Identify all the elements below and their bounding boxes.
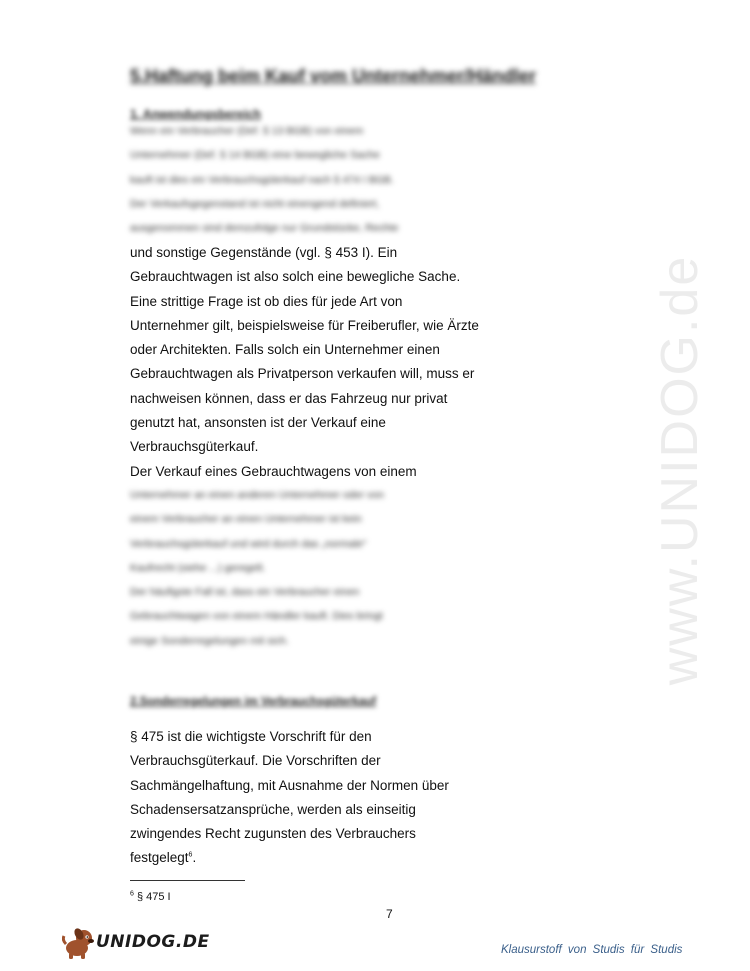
text-line: einem Verbraucher an einen Unternehmer ist kein xyxy=(130,513,362,526)
section-1-body xyxy=(130,241,500,484)
section-2-body xyxy=(130,725,500,871)
page-title: 5.Haftung beim Kauf vom Unternehmer/Händler xyxy=(130,66,537,86)
text-line: zwingendes Recht zugunsten des Verbrauchers xyxy=(130,826,416,842)
text-line: Unternehmer (Def. § 14 BGB) eine bewegliche Sache xyxy=(130,149,380,162)
text-line: Wenn ein Verbraucher (Def. § 13 BGB) von einem xyxy=(130,125,364,137)
text-line: Verbrauchsgüterkauf und wird durch das „normale“ xyxy=(130,537,367,550)
tagline: Klausurstoff von Studis für Studis xyxy=(501,944,683,956)
text-line: Der häufigste Fall ist, dass ein Verbraucher einen xyxy=(130,586,360,599)
section-1-heading: 1. Anwendungsbereich xyxy=(130,107,261,121)
text-line: Eine strittige Frage ist ob dies für jede Art von xyxy=(130,293,403,309)
text-line: nachweisen können, dass er das Fahrzeug nur privat xyxy=(130,390,448,406)
section-1-blurred-bottom xyxy=(130,483,500,653)
text-line: Gebrauchtwagen von einem Händler kauft. Dies bringt xyxy=(130,610,383,623)
text-line: Verbrauchsgüterkauf. xyxy=(130,439,259,455)
watermark: www.UNIDOG.de xyxy=(651,254,709,686)
text-line: Der Verkaufsgegenstand ist nicht einengend definiert, xyxy=(130,197,380,210)
text-line: § 475 ist die wichtigste Vorschrift für den xyxy=(130,729,372,744)
text-line: Unternehmer an einen anderen Unternehmer oder von xyxy=(130,489,384,501)
text-line: Sachmängelhaftung, mit Ausnahme der Normen über xyxy=(130,777,449,793)
text-line: oder Architekten. Falls solch ein Unternehmer einen xyxy=(130,342,440,358)
footnote-marker: 6 xyxy=(130,890,134,898)
footnote-divider xyxy=(130,880,245,881)
logo-text: UNIDOG.DE xyxy=(96,932,210,952)
text-line: Gebrauchtwagen als Privatperson verkaufen will, muss er xyxy=(130,366,475,382)
text-line: genutzt hat, ansonsten ist der Verkauf eine xyxy=(130,415,386,431)
text-line: Schadensersatzansprüche, werden als einseitig xyxy=(130,801,416,817)
section-1-blurred-top xyxy=(130,119,500,240)
text-line: kauft ist dies ein Verbrauchsgüterkauf nach § 474 I BGB. xyxy=(130,173,394,186)
period: . xyxy=(192,850,197,866)
unidog-logo[interactable] xyxy=(62,926,210,960)
text-line-last xyxy=(130,846,500,870)
page-number: 7 xyxy=(386,907,393,921)
text-line: Unternehmer gilt, beispielsweise für Freiberufler, wie Ärzte xyxy=(130,317,479,333)
text-line: Verbrauchsgüterkauf. Die Vorschriften der xyxy=(130,753,381,769)
footnote-text: § 475 I xyxy=(133,891,171,903)
footnote-reference[interactable]: 6 xyxy=(188,851,193,859)
text-line: und sonstige Gegenstände (vgl. § 453 I). Ein xyxy=(130,245,398,260)
text-line: Kaufrecht (siehe ...) geregelt. xyxy=(130,561,266,574)
section-2-heading: 2.Sonderregelungen im Verbrauchsgüterkauf xyxy=(130,696,377,708)
text-line: Der Verkauf eines Gebrauchtwagens von einem xyxy=(130,463,417,479)
footnote xyxy=(130,891,171,903)
last-line-text: festgelegt xyxy=(130,850,189,866)
text-line: ausgenommen sind demzufolge nur Grundstücke, Rechte xyxy=(130,222,399,235)
text-line: einige Sonderregelungen mit sich. xyxy=(130,634,289,647)
text-line: Gebrauchtwagen ist also solch eine bewegliche Sache. xyxy=(130,269,461,285)
dog-mascot-icon xyxy=(62,926,98,960)
